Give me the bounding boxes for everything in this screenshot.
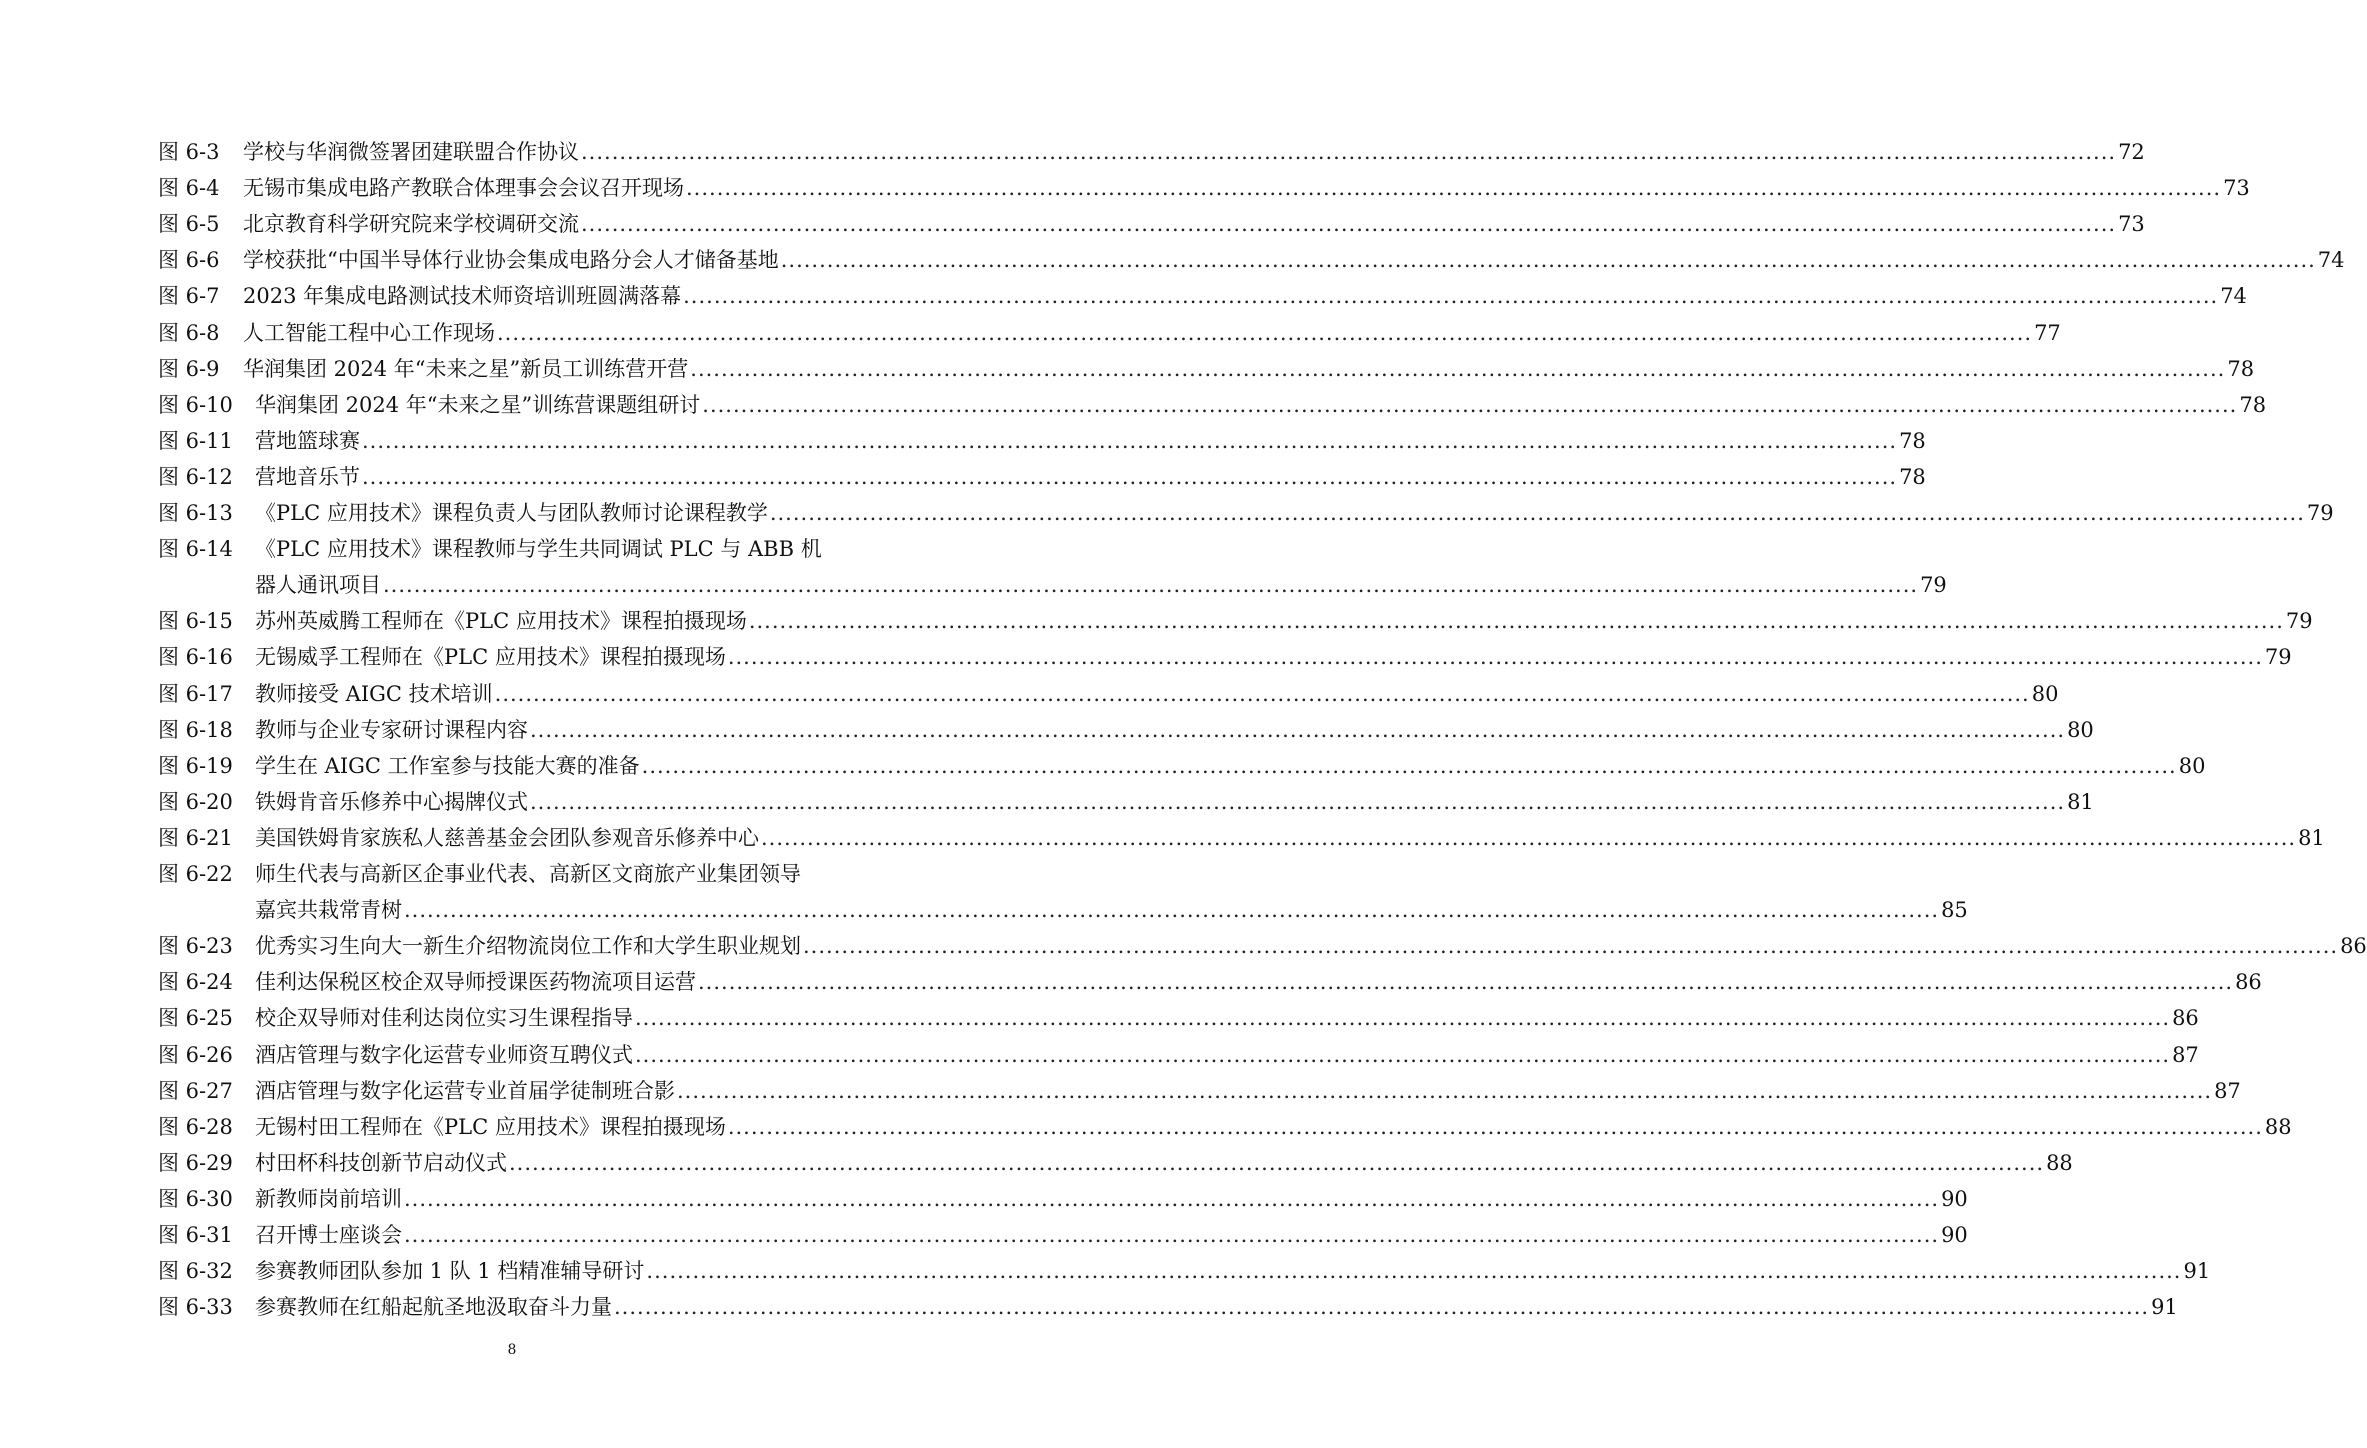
figure-title: 学生在 AIGC 工作室参与技能大赛的准备 [255,753,640,778]
figure-number: 图 6-30 [158,1186,233,1211]
figure-number: 图 6-23 [158,934,233,959]
page-ref: 86 [2340,934,2367,959]
leader-dots: ........................................................................................................................................................................................................ [497,320,2033,345]
figure-title: 苏州英威腾工程师在《PLC 应用技术》课程拍摄现场 [255,609,747,634]
leader-dots: ........................................................................................................................................................................................................ [581,140,2117,164]
leader-dots: ........................................................................................................................................................................................................ [646,1259,2182,1284]
leader-dots: ........................................................................................................................................................................................................ [761,825,2297,850]
toc-entry[interactable] [158,170,2250,206]
page-ref: 88 [2264,1114,2292,1139]
figure-title: 新教师岗前培训 [255,1186,402,1211]
figure-title: 教师接受 AIGC 技术培训 [255,681,493,706]
figure-number: 图 6-20 [158,789,233,814]
toc-entry[interactable] [158,1289,2178,1325]
figure-number: 图 6-19 [158,753,233,778]
toc-entry[interactable] [158,820,2325,856]
leader-dots: ........................................................................................................................................................................................................ [698,970,2234,995]
page-ref: 78 [2239,392,2267,417]
page-ref: 78 [1899,428,1926,453]
figure-number: 图 6-32 [158,1259,233,1284]
figure-number: 图 6-22 [158,862,233,886]
figure-number: 图 6-5 [158,212,220,237]
figure-number: 图 6-17 [158,681,233,706]
toc-entry[interactable] [158,1000,2199,1036]
leader-dots: ........................................................................................................................................................................................................ [383,573,1919,598]
leader-dots: ........................................................................................................................................................................................................ [769,501,2305,525]
figure-title: 2023 年集成电路测试技术师资培训班圆满落幕 [243,284,682,309]
leader-dots: ........................................................................................................................................................................................................ [614,1295,2150,1320]
leader-dots: ........................................................................................................................................................................................................ [780,248,2316,273]
page-ref: 78 [2227,356,2255,381]
figure-number: 图 6-33 [158,1295,233,1320]
toc-entry[interactable] [158,964,2262,1000]
figure-number: 图 6-14 [158,537,233,562]
toc-entry[interactable] [158,351,2255,387]
leader-dots: ........................................................................................................................................................................................................ [641,753,2177,778]
page-ref: 81 [2067,789,2094,814]
page-ref: 73 [2118,212,2145,237]
leader-dots: ........................................................................................................................................................................................................ [686,176,2222,201]
page-ref: 77 [2034,320,2061,345]
page-ref: 86 [2235,970,2262,995]
figure-title: 器人通讯项目 [255,573,381,598]
leader-dots: ........................................................................................................................................................................................................ [635,1042,2171,1067]
figure-number: 图 6-25 [158,1006,233,1031]
page-ref: 88 [2046,1150,2073,1175]
toc-entry[interactable] [158,712,2094,748]
leader-dots: ........................................................................................................................................................................................................ [530,789,2066,814]
toc-entry[interactable] [158,278,2247,314]
toc-entry[interactable] [158,928,2367,964]
page-ref: 80 [2031,681,2059,706]
leader-dots: ........................................................................................................................................................................................................ [690,356,2226,381]
figure-title: 无锡威孚工程师在《PLC 应用技术》课程拍摄现场 [255,645,726,670]
toc-entry[interactable] [158,206,2145,242]
leader-dots: ........................................................................................................................................................................................................ [362,464,1898,489]
leader-dots: ........................................................................................................................................................................................................ [702,392,2238,417]
page-ref: 91 [2183,1259,2211,1284]
toc-entry[interactable] [158,856,1968,928]
page-ref: 79 [2264,645,2292,670]
leader-dots: ........................................................................................................................................................................................................ [404,1223,1940,1247]
toc-entry[interactable] [158,495,2334,531]
page-ref: 87 [2214,1078,2241,1103]
leader-dots: ........................................................................................................................................................................................................ [748,609,2284,634]
toc-entry[interactable] [158,1253,2211,1289]
figure-number: 图 6-28 [158,1114,233,1139]
toc-entry[interactable] [158,1181,1968,1217]
leader-dots: ........................................................................................................................................................................................................ [362,428,1898,453]
figure-title: 无锡市集成电路产教联合体理事会会议召开现场 [243,176,684,201]
figure-number: 图 6-13 [158,501,233,525]
page-ref: 79 [2285,609,2313,634]
figure-title: 召开博士座谈会 [255,1223,402,1247]
page-ref: 79 [2306,501,2334,525]
page-ref: 90 [1941,1223,1968,1247]
figure-number: 图 6-3 [158,140,220,164]
figure-title: 营地篮球赛 [255,428,360,453]
figure-number: 图 6-9 [158,356,220,381]
toc-entry[interactable] [158,242,2345,278]
figure-number: 图 6-26 [158,1042,233,1067]
toc-entry[interactable] [158,531,1947,603]
figure-title: 参赛教师团队参加 1 队 1 档精准辅导研讨 [255,1259,645,1284]
toc-entry[interactable] [158,784,2094,820]
toc-entry[interactable] [158,1145,2073,1181]
page-ref: 73 [2223,176,2250,201]
figure-title: 无锡村田工程师在《PLC 应用技术》课程拍摄现场 [255,1114,726,1139]
toc-entry[interactable] [158,1037,2199,1073]
figure-number: 图 6-29 [158,1150,233,1175]
figure-title: 校企双导师对佳利达岗位实习生课程指导 [255,1006,633,1031]
figure-number: 图 6-27 [158,1078,233,1103]
page-ref: 87 [2172,1042,2199,1067]
leader-dots: ........................................................................................................................................................................................................ [803,934,2339,959]
page-ref: 80 [2067,717,2094,742]
figure-title: 营地音乐节 [255,464,360,489]
figure-title: 华润集团 2024 年“未来之星”新员工训练营开营 [243,356,689,381]
leader-dots: ........................................................................................................................................................................................................ [635,1006,2171,1031]
figure-number: 图 6-31 [158,1223,233,1247]
toc-entry[interactable] [158,387,2267,423]
figure-title: 学校获批“中国半导体行业协会集成电路分会人才储备基地 [243,248,779,273]
leader-dots: ........................................................................................................................................................................................................ [404,898,1940,923]
toc-entry[interactable] [158,459,1926,495]
page-ref: 81 [2298,825,2325,850]
toc-entry[interactable] [158,423,1926,459]
figure-number: 图 6-18 [158,717,233,742]
toc-entry[interactable] [158,315,2061,351]
figure-title: 参赛教师在红船起航圣地汲取奋斗力量 [255,1295,612,1320]
page-ref: 79 [1920,573,1947,598]
figure-number: 图 6-10 [158,392,233,417]
figure-title: 《PLC 应用技术》课程负责人与团队教师讨论课程教学 [255,501,768,525]
figure-title: 酒店管理与数字化运营专业师资互聘仪式 [255,1042,633,1067]
toc-entry[interactable] [158,748,2206,784]
page-ref: 74 [2220,284,2247,309]
page-ref: 72 [2118,140,2145,164]
figure-title: 美国铁姆肯家族私人慈善基金会团队参观音乐修养中心 [255,825,759,850]
page-ref: 80 [2178,753,2206,778]
figure-title: 优秀实习生向大一新生介绍物流岗位工作和大学生职业规划 [255,934,801,959]
figure-title: 佳利达保税区校企双导师授课医药物流项目运营 [255,970,696,995]
page-ref: 86 [2172,1006,2199,1031]
toc-entry[interactable] [158,1109,2292,1145]
toc-entry[interactable] [158,639,2292,675]
figure-number: 图 6-15 [158,609,233,634]
figure-number: 图 6-24 [158,970,233,995]
leader-dots: ........................................................................................................................................................................................................ [727,1114,2263,1139]
leader-dots: ........................................................................................................................................................................................................ [727,645,2263,670]
figure-title-line1: 师生代表与高新区企事业代表、高新区文商旅产业集团领导 [255,862,801,886]
leader-dots: ........................................................................................................................................................................................................ [677,1078,2213,1103]
page-ref: 90 [1941,1186,1968,1211]
figure-number: 图 6-16 [158,645,233,670]
figure-number: 图 6-7 [158,284,220,309]
figure-number: 图 6-8 [158,320,220,345]
page-ref: 85 [1941,898,1968,923]
figure-title: 酒店管理与数字化运营专业首届学徒制班合影 [255,1078,675,1103]
figure-number: 图 6-6 [158,248,220,273]
toc-entry[interactable] [158,1073,2241,1109]
figure-number: 图 6-4 [158,176,220,201]
figure-title: 村田杯科技创新节启动仪式 [255,1150,507,1175]
figure-title: 人工智能工程中心工作现场 [243,320,495,345]
toc-entry[interactable] [158,134,2145,170]
leader-dots: ........................................................................................................................................................................................................ [494,681,2030,706]
figure-title: 铁姆肯音乐修养中心揭牌仪式 [255,789,528,814]
figure-title: 华润集团 2024 年“未来之星”训练营课题组研讨 [255,392,701,417]
figure-number: 图 6-12 [158,464,233,489]
figure-title: 学校与华润微签署团建联盟合作协议 [243,140,579,164]
figure-title: 教师与企业专家研讨课程内容 [255,717,528,742]
page-ref: 91 [2151,1295,2178,1320]
toc-entry[interactable] [158,676,2059,712]
page-number: 8 [507,1342,517,1358]
page-ref: 78 [1899,464,1926,489]
figure-title: 北京教育科学研究院来学校调研交流 [243,212,579,237]
figure-title: 嘉宾共栽常青树 [255,898,402,923]
leader-dots: ........................................................................................................................................................................................................ [581,212,2117,237]
leader-dots: ........................................................................................................................................................................................................ [683,284,2219,309]
figure-number: 图 6-11 [158,428,233,453]
toc-entry[interactable] [158,603,2313,639]
figure-number: 图 6-21 [158,825,233,850]
leader-dots: ........................................................................................................................................................................................................ [530,717,2066,742]
figure-title-line1: 《PLC 应用技术》课程教师与学生共同调试 PLC 与 ABB 机 [255,537,822,562]
page-ref: 74 [2317,248,2345,273]
leader-dots: ........................................................................................................................................................................................................ [509,1150,2045,1175]
toc-entry[interactable] [158,1217,1968,1253]
leader-dots: ........................................................................................................................................................................................................ [404,1186,1940,1211]
